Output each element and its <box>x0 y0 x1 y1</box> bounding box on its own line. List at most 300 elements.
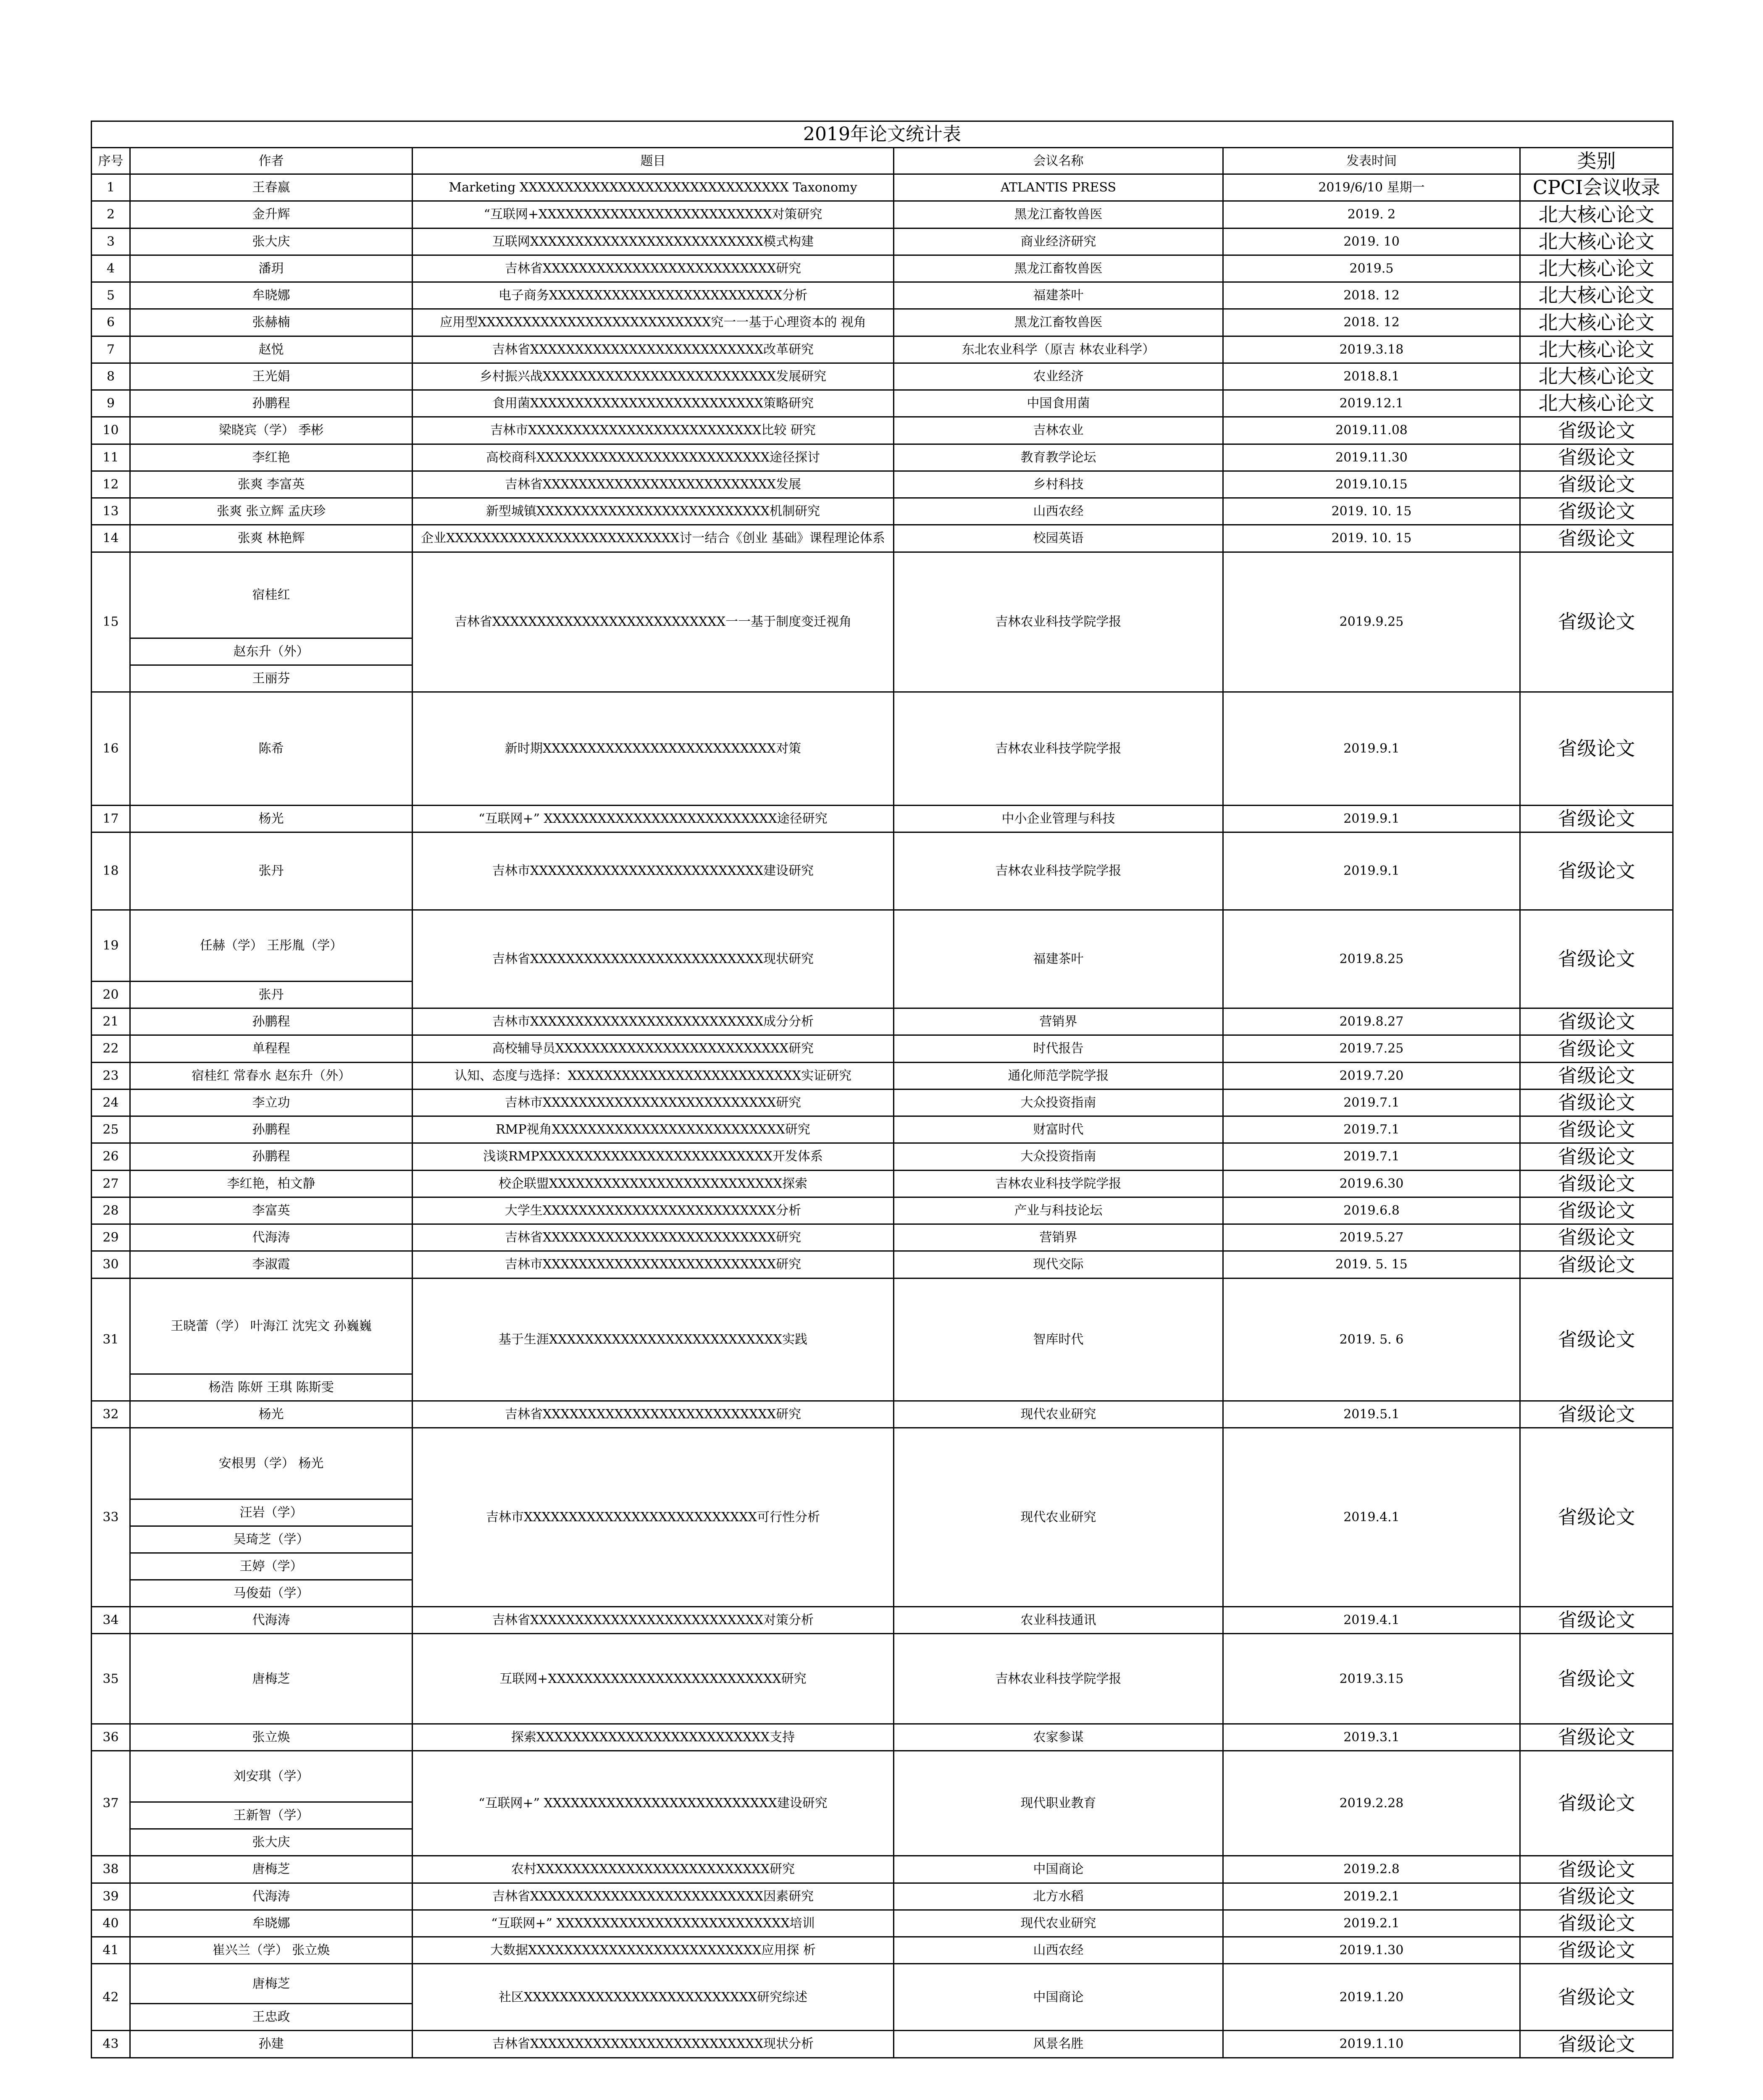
author-cell: 唐梅芝 <box>130 1634 413 1724</box>
row-number: 38 <box>92 1856 130 1883</box>
venue-cell: 东北农业科学（原吉 林农业科学） <box>894 336 1223 363</box>
row-number: 2 <box>92 201 130 228</box>
date-cell: 2019.9.25 <box>1223 552 1520 692</box>
category-cell: 省级论文 <box>1520 832 1673 910</box>
venue-cell: 中国商论 <box>894 1856 1223 1883</box>
venue-cell: 福建茶叶 <box>894 282 1223 309</box>
category-cell: CPCI会议收录 <box>1520 174 1673 201</box>
category-cell: 北大核心论文 <box>1520 309 1673 336</box>
header-row <box>92 148 1673 174</box>
table-row <box>92 2031 1673 2058</box>
date-cell: 2019.2.1 <box>1223 1883 1520 1910</box>
author-cell: 张爽 林艳辉 <box>130 525 413 552</box>
table-title: 2019年论文统计表 <box>92 121 1673 148</box>
paper-title-cell: 吉林省XXXXXXXXXXXXXXXXXXXXXXXXXX研究 <box>413 255 894 282</box>
table-row <box>92 498 1673 525</box>
author-cell: 赵东升（外） <box>130 638 413 665</box>
author-cell: 金升辉 <box>130 201 413 228</box>
category-cell: 北大核心论文 <box>1520 363 1673 390</box>
venue-cell: 财富时代 <box>894 1116 1223 1143</box>
author-cell: 张爽 李富英 <box>130 471 413 498</box>
paper-title-cell: 互联网XXXXXXXXXXXXXXXXXXXXXXXXXX模式构建 <box>413 228 894 255</box>
category-cell: 省级论文 <box>1520 552 1673 692</box>
date-cell: 2019.2.28 <box>1223 1751 1520 1856</box>
author-cell: 宿桂红 <box>130 552 413 638</box>
author-cell: 李红艳，柏文静 <box>130 1170 413 1197</box>
paper-title-cell: 乡村振兴战XXXXXXXXXXXXXXXXXXXXXXXXXX发展研究 <box>413 363 894 390</box>
date-cell: 2019.2.8 <box>1223 1856 1520 1883</box>
author-cell: 代海涛 <box>130 1606 413 1633</box>
category-cell: 北大核心论文 <box>1520 255 1673 282</box>
table-row <box>92 417 1673 444</box>
row-number: 37 <box>92 1751 130 1856</box>
row-number: 12 <box>92 471 130 498</box>
table-row <box>92 552 1673 638</box>
row-number: 9 <box>92 390 130 417</box>
paper-title-cell: 认知、态度与选择：XXXXXXXXXXXXXXXXXXXXXXXXXX实证研究 <box>413 1062 894 1089</box>
row-number: 35 <box>92 1634 130 1724</box>
venue-cell: 山西农经 <box>894 1937 1223 1964</box>
table-row <box>92 1751 1673 1802</box>
author-cell: 李立功 <box>130 1089 413 1116</box>
author-cell: 马俊茹（学） <box>130 1580 413 1606</box>
category-cell: 省级论文 <box>1520 444 1673 471</box>
category-cell: 省级论文 <box>1520 1724 1673 1751</box>
venue-cell: 时代报告 <box>894 1035 1223 1062</box>
row-number: 23 <box>92 1062 130 1089</box>
paper-title-cell: “互联网+” XXXXXXXXXXXXXXXXXXXXXXXXXX培训 <box>413 1910 894 1937</box>
author-cell: 杨光 <box>130 805 413 832</box>
date-cell: 2019.3.15 <box>1223 1634 1520 1724</box>
row-number: 19 <box>92 910 130 981</box>
table-row <box>92 1116 1673 1143</box>
author-cell: 张丹 <box>130 981 413 1008</box>
row-number: 39 <box>92 1883 130 1910</box>
author-cell: 王丽芬 <box>130 665 413 692</box>
venue-cell: 校园英语 <box>894 525 1223 552</box>
paper-title-cell: RMP视角XXXXXXXXXXXXXXXXXXXXXXXXXX研究 <box>413 1116 894 1143</box>
table-row <box>92 444 1673 471</box>
paper-title-cell: 吉林省XXXXXXXXXXXXXXXXXXXXXXXXXX改革研究 <box>413 336 894 363</box>
venue-cell: 北方水稻 <box>894 1883 1223 1910</box>
author-cell: 张爽 张立辉 孟庆珍 <box>130 498 413 525</box>
table-row <box>92 1062 1673 1089</box>
date-cell: 2019.7.1 <box>1223 1089 1520 1116</box>
date-cell: 2019.11.30 <box>1223 444 1520 471</box>
category-cell: 省级论文 <box>1520 417 1673 444</box>
category-cell: 省级论文 <box>1520 1278 1673 1401</box>
row-number: 40 <box>92 1910 130 1937</box>
venue-cell: 黑龙江畜牧兽医 <box>894 309 1223 336</box>
venue-cell: 吉林农业科技学院学报 <box>894 1634 1223 1724</box>
table-row <box>92 309 1673 336</box>
author-cell: 代海涛 <box>130 1224 413 1251</box>
table-row <box>92 1428 1673 1499</box>
row-number: 42 <box>92 1964 130 2031</box>
category-cell: 省级论文 <box>1520 1856 1673 1883</box>
venue-cell: 智库时代 <box>894 1278 1223 1401</box>
date-cell: 2018.8.1 <box>1223 363 1520 390</box>
paper-title-cell: 吉林省XXXXXXXXXXXXXXXXXXXXXXXXXX现状研究 <box>413 910 894 1008</box>
category-cell: 北大核心论文 <box>1520 228 1673 255</box>
venue-cell: 营销界 <box>894 1224 1223 1251</box>
venue-cell: 吉林农业科技学院学报 <box>894 552 1223 692</box>
venue-cell: 大众投资指南 <box>894 1143 1223 1170</box>
paper-title-cell: 吉林市XXXXXXXXXXXXXXXXXXXXXXXXXX可行性分析 <box>413 1428 894 1606</box>
venue-cell: 风景名胜 <box>894 2031 1223 2058</box>
table-row <box>92 201 1673 228</box>
paper-title-cell: 高校辅导员XXXXXXXXXXXXXXXXXXXXXXXXXX研究 <box>413 1035 894 1062</box>
table-row <box>92 1606 1673 1633</box>
table-body <box>92 121 1673 2058</box>
table-row <box>92 1856 1673 1883</box>
author-cell: 王婷（学） <box>130 1553 413 1580</box>
row-number: 32 <box>92 1401 130 1428</box>
date-cell: 2019.5.1 <box>1223 1401 1520 1428</box>
category-cell: 省级论文 <box>1520 1634 1673 1724</box>
date-cell: 2019.11.08 <box>1223 417 1520 444</box>
date-cell: 2019.8.25 <box>1223 910 1520 1008</box>
date-cell: 2019. 10. 15 <box>1223 525 1520 552</box>
author-cell: 王光娟 <box>130 363 413 390</box>
author-cell: 李红艳 <box>130 444 413 471</box>
date-cell: 2019.8.27 <box>1223 1008 1520 1035</box>
paper-title-cell: 吉林市XXXXXXXXXXXXXXXXXXXXXXXXXX研究 <box>413 1251 894 1278</box>
table-row <box>92 1910 1673 1937</box>
date-cell: 2019. 10. 15 <box>1223 498 1520 525</box>
date-cell: 2019.7.1 <box>1223 1116 1520 1143</box>
category-cell: 省级论文 <box>1520 805 1673 832</box>
row-number: 33 <box>92 1428 130 1606</box>
row-number: 26 <box>92 1143 130 1170</box>
author-cell: 吴琦芝（学） <box>130 1526 413 1553</box>
venue-cell: 现代农业研究 <box>894 1910 1223 1937</box>
table-row <box>92 282 1673 309</box>
title-row <box>92 121 1673 148</box>
paper-title-cell: 吉林省XXXXXXXXXXXXXXXXXXXXXXXXXX因素研究 <box>413 1883 894 1910</box>
paper-title-cell: 农村XXXXXXXXXXXXXXXXXXXXXXXXXX研究 <box>413 1856 894 1883</box>
row-number: 31 <box>92 1278 130 1401</box>
category-cell: 省级论文 <box>1520 1116 1673 1143</box>
date-cell: 2019.6.8 <box>1223 1197 1520 1224</box>
venue-cell: 山西农经 <box>894 498 1223 525</box>
paper-title-cell: 吉林市XXXXXXXXXXXXXXXXXXXXXXXXXX建设研究 <box>413 832 894 910</box>
category-cell: 北大核心论文 <box>1520 201 1673 228</box>
header-category: 类别 <box>1520 148 1673 174</box>
venue-cell: 农业科技通讯 <box>894 1606 1223 1633</box>
row-number: 30 <box>92 1251 130 1278</box>
category-cell: 省级论文 <box>1520 498 1673 525</box>
row-number: 14 <box>92 525 130 552</box>
date-cell: 2019.9.1 <box>1223 805 1520 832</box>
venue-cell: 产业与科技论坛 <box>894 1197 1223 1224</box>
venue-cell: 现代农业研究 <box>894 1401 1223 1428</box>
category-cell: 省级论文 <box>1520 471 1673 498</box>
paper-title-cell: 新时期XXXXXXXXXXXXXXXXXXXXXXXXXX对策 <box>413 692 894 805</box>
author-cell: 赵悦 <box>130 336 413 363</box>
venue-cell: 现代交际 <box>894 1251 1223 1278</box>
row-number: 10 <box>92 417 130 444</box>
venue-cell: 中国商论 <box>894 1964 1223 2031</box>
author-cell: 陈希 <box>130 692 413 805</box>
venue-cell: 福建茶叶 <box>894 910 1223 1008</box>
date-cell: 2019.9.1 <box>1223 692 1520 805</box>
venue-cell: 营销界 <box>894 1008 1223 1035</box>
date-cell: 2019. 5. 15 <box>1223 1251 1520 1278</box>
category-cell: 省级论文 <box>1520 1224 1673 1251</box>
category-cell: 省级论文 <box>1520 1937 1673 1964</box>
paper-title-cell: 校企联盟XXXXXXXXXXXXXXXXXXXXXXXXXX探索 <box>413 1170 894 1197</box>
table-row <box>92 1251 1673 1278</box>
author-cell: 汪岩（学） <box>130 1499 413 1526</box>
venue-cell: 通化师范学院学报 <box>894 1062 1223 1089</box>
date-cell: 2019.4.1 <box>1223 1606 1520 1633</box>
author-cell: 李淑霞 <box>130 1251 413 1278</box>
header-venue: 会议名称 <box>894 148 1223 174</box>
date-cell: 2019.10.15 <box>1223 471 1520 498</box>
author-cell: 牟晓娜 <box>130 282 413 309</box>
date-cell: 2018. 12 <box>1223 282 1520 309</box>
paper-title-cell: 吉林市XXXXXXXXXXXXXXXXXXXXXXXXXX比较 研究 <box>413 417 894 444</box>
row-number: 22 <box>92 1035 130 1062</box>
paper-title-cell: 吉林省XXXXXXXXXXXXXXXXXXXXXXXXXX发展 <box>413 471 894 498</box>
category-cell: 北大核心论文 <box>1520 390 1673 417</box>
table-row <box>92 1401 1673 1428</box>
author-cell: 孙建 <box>130 2031 413 2058</box>
header-no: 序号 <box>92 148 130 174</box>
date-cell: 2019.7.1 <box>1223 1143 1520 1170</box>
category-cell: 省级论文 <box>1520 1401 1673 1428</box>
venue-cell: 黑龙江畜牧兽医 <box>894 255 1223 282</box>
table-row <box>92 1197 1673 1224</box>
author-cell: 张大庆 <box>130 1829 413 1856</box>
table-row <box>92 1089 1673 1116</box>
paper-title-cell: 吉林市XXXXXXXXXXXXXXXXXXXXXXXXXX研究 <box>413 1089 894 1116</box>
row-number: 16 <box>92 692 130 805</box>
author-cell: 任赫（学） 王彤胤（学） <box>130 910 413 981</box>
category-cell: 省级论文 <box>1520 1964 1673 2031</box>
date-cell: 2019.4.1 <box>1223 1428 1520 1606</box>
date-cell: 2019.1.20 <box>1223 1964 1520 2031</box>
paper-title-cell: 社区XXXXXXXXXXXXXXXXXXXXXXXXXX研究综述 <box>413 1964 894 2031</box>
date-cell: 2019.7.25 <box>1223 1035 1520 1062</box>
venue-cell: 中国食用菌 <box>894 390 1223 417</box>
paper-title-cell: 吉林市XXXXXXXXXXXXXXXXXXXXXXXXXX成分分析 <box>413 1008 894 1035</box>
venue-cell: 现代农业研究 <box>894 1428 1223 1606</box>
paper-title-cell: 电子商务XXXXXXXXXXXXXXXXXXXXXXXXXX分析 <box>413 282 894 309</box>
row-number: 15 <box>92 552 130 692</box>
category-cell: 省级论文 <box>1520 1062 1673 1089</box>
table-row <box>92 363 1673 390</box>
paper-title-cell: “互联网+” XXXXXXXXXXXXXXXXXXXXXXXXXX建设研究 <box>413 1751 894 1856</box>
venue-cell: 农业经济 <box>894 363 1223 390</box>
category-cell: 省级论文 <box>1520 692 1673 805</box>
author-cell: 王新智（学） <box>130 1802 413 1829</box>
author-cell: 孙鹏程 <box>130 1116 413 1143</box>
row-number: 3 <box>92 228 130 255</box>
paper-title-cell: 吉林省XXXXXXXXXXXXXXXXXXXXXXXXXX对策分析 <box>413 1606 894 1633</box>
author-cell: 单程程 <box>130 1035 413 1062</box>
paper-title-cell: 食用菌XXXXXXXXXXXXXXXXXXXXXXXXXX策略研究 <box>413 390 894 417</box>
row-number: 43 <box>92 2031 130 2058</box>
table-row <box>92 1278 1673 1374</box>
table-row <box>92 255 1673 282</box>
table-row <box>92 336 1673 363</box>
table-row <box>92 832 1673 910</box>
paper-title-cell: 大学生XXXXXXXXXXXXXXXXXXXXXXXXXX分析 <box>413 1197 894 1224</box>
paper-title-cell: 吉林省XXXXXXXXXXXXXXXXXXXXXXXXXX一一基于制度变迁视角 <box>413 552 894 692</box>
table-row <box>92 692 1673 805</box>
venue-cell: 乡村科技 <box>894 471 1223 498</box>
table-row <box>92 390 1673 417</box>
author-cell: 杨光 <box>130 1401 413 1428</box>
date-cell: 2019.12.1 <box>1223 390 1520 417</box>
venue-cell: 农家参谋 <box>894 1724 1223 1751</box>
date-cell: 2019.5 <box>1223 255 1520 282</box>
table-row <box>92 471 1673 498</box>
date-cell: 2019. 10 <box>1223 228 1520 255</box>
category-cell: 省级论文 <box>1520 1143 1673 1170</box>
row-number: 41 <box>92 1937 130 1964</box>
author-cell: 安根男（学） 杨光 <box>130 1428 413 1499</box>
date-cell: 2019.1.10 <box>1223 2031 1520 2058</box>
row-number: 25 <box>92 1116 130 1143</box>
paper-title-cell: 吉林省XXXXXXXXXXXXXXXXXXXXXXXXXX现状分析 <box>413 2031 894 2058</box>
author-cell: 唐梅芝 <box>130 1856 413 1883</box>
category-cell: 省级论文 <box>1520 1035 1673 1062</box>
row-number: 5 <box>92 282 130 309</box>
table-row <box>92 1964 1673 2004</box>
table-row <box>92 1170 1673 1197</box>
date-cell: 2018. 12 <box>1223 309 1520 336</box>
date-cell: 2019.9.1 <box>1223 832 1520 910</box>
category-cell: 省级论文 <box>1520 1910 1673 1937</box>
date-cell: 2019.3.18 <box>1223 336 1520 363</box>
venue-cell: ATLANTIS PRESS <box>894 174 1223 201</box>
row-number: 24 <box>92 1089 130 1116</box>
author-cell: 牟晓娜 <box>130 1910 413 1937</box>
date-cell: 2019.3.1 <box>1223 1724 1520 1751</box>
venue-cell: 大众投资指南 <box>894 1089 1223 1116</box>
paper-title-cell: “互联网+” XXXXXXXXXXXXXXXXXXXXXXXXXX途径研究 <box>413 805 894 832</box>
paper-title-cell: 大数据XXXXXXXXXXXXXXXXXXXXXXXXXX应用探 析 <box>413 1937 894 1964</box>
paper-statistics-table <box>91 121 1674 2058</box>
category-cell: 北大核心论文 <box>1520 282 1673 309</box>
table-row <box>92 1035 1673 1062</box>
author-cell: 孙鹏程 <box>130 1008 413 1035</box>
author-cell: 宿桂红 常春水 赵东升（外） <box>130 1062 413 1089</box>
category-cell: 省级论文 <box>1520 1170 1673 1197</box>
paper-title-cell: 新型城镇XXXXXXXXXXXXXXXXXXXXXXXXXX机制研究 <box>413 498 894 525</box>
paper-title-cell: 高校商科XXXXXXXXXXXXXXXXXXXXXXXXXX途径探讨 <box>413 444 894 471</box>
row-number: 11 <box>92 444 130 471</box>
author-cell: 孙鹏程 <box>130 1143 413 1170</box>
author-cell: 崔兴兰（学） 张立焕 <box>130 1937 413 1964</box>
category-cell: 省级论文 <box>1520 1883 1673 1910</box>
venue-cell: 商业经济研究 <box>894 228 1223 255</box>
paper-title-cell: “互联网+XXXXXXXXXXXXXXXXXXXXXXXXXX对策研究 <box>413 201 894 228</box>
paper-title-cell: 探索XXXXXXXXXXXXXXXXXXXXXXXXXX支持 <box>413 1724 894 1751</box>
row-number: 6 <box>92 309 130 336</box>
author-cell: 唐梅芝 <box>130 1964 413 2004</box>
author-cell: 王春嬴 <box>130 174 413 201</box>
author-cell: 代海涛 <box>130 1883 413 1910</box>
table-row <box>92 1224 1673 1251</box>
venue-cell: 黑龙江畜牧兽医 <box>894 201 1223 228</box>
table-row <box>92 1143 1673 1170</box>
category-cell: 省级论文 <box>1520 1606 1673 1633</box>
venue-cell: 中小企业管理与科技 <box>894 805 1223 832</box>
category-cell: 省级论文 <box>1520 910 1673 1008</box>
venue-cell: 吉林农业 <box>894 417 1223 444</box>
row-number: 36 <box>92 1724 130 1751</box>
date-cell: 2019.5.27 <box>1223 1224 1520 1251</box>
paper-title-cell: 应用型XXXXXXXXXXXXXXXXXXXXXXXXXX究一一基于心理资本的 视角 <box>413 309 894 336</box>
category-cell: 省级论文 <box>1520 1751 1673 1856</box>
author-cell: 梁晓宾（学） 季彬 <box>130 417 413 444</box>
date-cell: 2019. 2 <box>1223 201 1520 228</box>
author-cell: 杨浩 陈妍 王琪 陈斯雯 <box>130 1374 413 1401</box>
table-row <box>92 1724 1673 1751</box>
table-row <box>92 174 1673 201</box>
category-cell: 省级论文 <box>1520 1428 1673 1606</box>
row-number: 29 <box>92 1224 130 1251</box>
author-cell: 张赫楠 <box>130 309 413 336</box>
author-cell: 王忠政 <box>130 2004 413 2031</box>
category-cell: 省级论文 <box>1520 525 1673 552</box>
author-cell: 刘安琪（学） <box>130 1751 413 1802</box>
category-cell: 省级论文 <box>1520 1089 1673 1116</box>
author-cell: 孙鹏程 <box>130 390 413 417</box>
row-number: 21 <box>92 1008 130 1035</box>
table-row <box>92 1883 1673 1910</box>
date-cell: 2019.7.20 <box>1223 1062 1520 1089</box>
table-row <box>92 805 1673 832</box>
category-cell: 省级论文 <box>1520 1197 1673 1224</box>
paper-title-cell: 吉林省XXXXXXXXXXXXXXXXXXXXXXXXXX研究 <box>413 1401 894 1428</box>
date-cell: 2019.2.1 <box>1223 1910 1520 1937</box>
row-number: 7 <box>92 336 130 363</box>
venue-cell: 吉林农业科技学院学报 <box>894 832 1223 910</box>
table-row <box>92 525 1673 552</box>
venue-cell: 吉林农业科技学院学报 <box>894 1170 1223 1197</box>
paper-title-cell: Marketing XXXXXXXXXXXXXXXXXXXXXXXXXXXXXX Taxonomy <box>413 174 894 201</box>
venue-cell: 教育教学论坛 <box>894 444 1223 471</box>
row-number: 13 <box>92 498 130 525</box>
row-number: 1 <box>92 174 130 201</box>
table-row <box>92 1937 1673 1964</box>
paper-title-cell: 基于生涯XXXXXXXXXXXXXXXXXXXXXXXXXX实践 <box>413 1278 894 1401</box>
category-cell: 北大核心论文 <box>1520 336 1673 363</box>
category-cell: 省级论文 <box>1520 1251 1673 1278</box>
table-row <box>92 1008 1673 1035</box>
row-number: 4 <box>92 255 130 282</box>
category-cell: 省级论文 <box>1520 2031 1673 2058</box>
author-cell: 张大庆 <box>130 228 413 255</box>
venue-cell: 吉林农业科技学院学报 <box>894 692 1223 805</box>
date-cell: 2019.6.30 <box>1223 1170 1520 1197</box>
row-number: 20 <box>92 981 130 1008</box>
paper-title-cell: 吉林省XXXXXXXXXXXXXXXXXXXXXXXXXX研究 <box>413 1224 894 1251</box>
author-cell: 张丹 <box>130 832 413 910</box>
paper-title-cell: 互联网+XXXXXXXXXXXXXXXXXXXXXXXXXX研究 <box>413 1634 894 1724</box>
venue-cell: 现代职业教育 <box>894 1751 1223 1856</box>
table-row <box>92 910 1673 981</box>
author-cell: 张立焕 <box>130 1724 413 1751</box>
paper-title-cell: 企业XXXXXXXXXXXXXXXXXXXXXXXXXX讨一结合《创业 基础》课程理论体系 <box>413 525 894 552</box>
category-cell: 省级论文 <box>1520 1008 1673 1035</box>
author-cell: 潘玥 <box>130 255 413 282</box>
